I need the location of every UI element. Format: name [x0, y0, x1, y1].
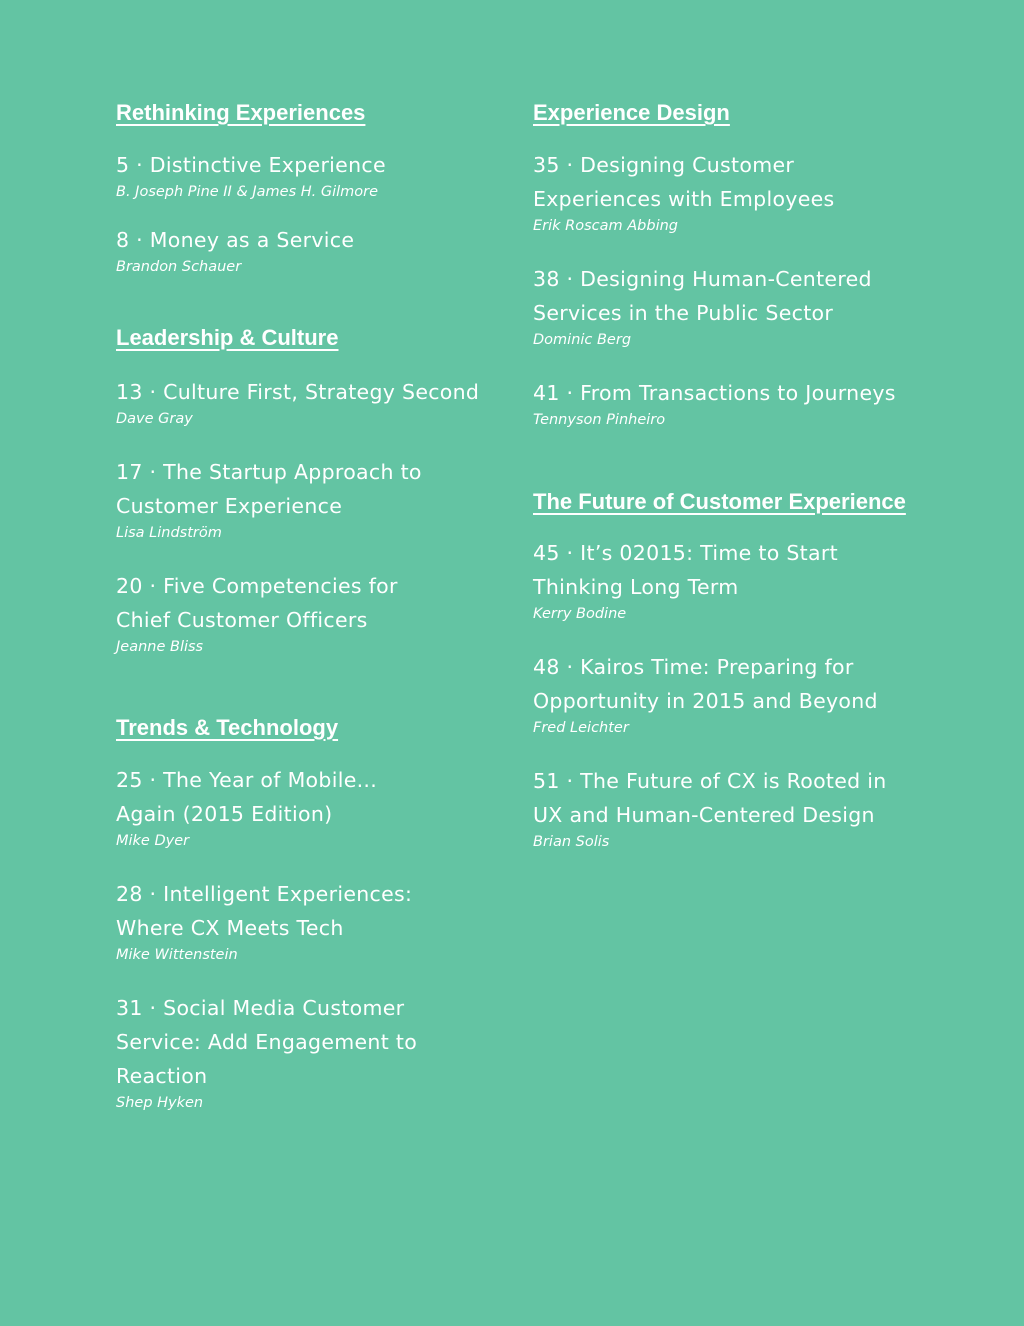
toc-entry-title[interactable]: 51 · The Future of CX is Rooted in UX and Human-Centered Design: [533, 769, 887, 827]
toc-entry-title[interactable]: 45 · It’s 02015: Time to Start Thinking Long Term: [533, 541, 838, 599]
toc-entry-author: Brian Solis: [533, 834, 610, 850]
toc-entry-title[interactable]: 5 · Distinctive Experience: [116, 153, 386, 177]
toc-entry-title[interactable]: 35 · Designing Customer Experiences with Employees: [533, 153, 835, 211]
toc-section-future-customer-experience: [533, 489, 943, 515]
toc-entry-title[interactable]: 38 · Designing Human-Centered Services in the Public Sector: [533, 267, 872, 325]
toc-entry-title[interactable]: 41 · From Transactions to Journeys: [533, 381, 896, 405]
toc-entry[interactable]: [533, 650, 943, 738]
toc-entry-author: Lisa Lindström: [116, 525, 222, 541]
toc-entry[interactable]: [533, 536, 943, 624]
toc-entry-author: Dave Gray: [116, 411, 193, 427]
toc-entry-author: Mike Wittenstein: [116, 947, 238, 963]
toc-entry-title[interactable]: 25 · The Year of Mobile... Again (2015 Edition): [116, 768, 378, 826]
section-heading[interactable]: Rethinking Experiences: [116, 100, 366, 125]
toc-entry[interactable]: [533, 262, 943, 350]
section-heading[interactable]: Trends & Technology: [116, 715, 339, 740]
toc-entry-title[interactable]: 28 · Intelligent Experiences: Where CX Meets Tech: [116, 882, 413, 940]
toc-entry-title[interactable]: 48 · Kairos Time: Preparing for Opportunity in 2015 and Beyond: [533, 655, 878, 713]
toc-entry[interactable]: [116, 455, 506, 543]
toc-entry[interactable]: [533, 148, 943, 236]
toc-entry-author: Shep Hyken: [116, 1095, 204, 1111]
toc-section-experience-design: [533, 100, 943, 126]
toc-entry-author: Erik Roscam Abbing: [533, 218, 678, 234]
toc-entry-author: Kerry Bodine: [533, 606, 627, 622]
section-heading[interactable]: The Future of Customer Experience: [533, 489, 906, 514]
toc-entry-title[interactable]: 8 · Money as a Service: [116, 228, 355, 252]
toc-section-rethinking-experiences: [116, 100, 506, 126]
toc-section-leadership-culture: [116, 325, 506, 351]
toc-entry-author: Fred Leichter: [533, 720, 629, 736]
section-heading[interactable]: Experience Design: [533, 100, 730, 125]
toc-entry[interactable]: [116, 569, 506, 657]
toc-entry[interactable]: [533, 376, 943, 430]
toc-entry-author: B. Joseph Pine II & James H. Gilmore: [116, 184, 379, 200]
toc-entry[interactable]: [116, 991, 506, 1113]
toc-entry-author: Jeanne Bliss: [116, 639, 204, 655]
toc-entry-author: Mike Dyer: [116, 833, 190, 849]
toc-entry-author: Brandon Schauer: [116, 259, 242, 275]
toc-entry-title[interactable]: 13 · Culture First, Strategy Second: [116, 380, 480, 404]
toc-entry-author: Dominic Berg: [533, 332, 632, 348]
toc-entry-author: Tennyson Pinheiro: [533, 412, 666, 428]
toc-entry[interactable]: [116, 223, 506, 277]
toc-entry[interactable]: [116, 375, 506, 429]
toc-entry[interactable]: [533, 764, 943, 852]
toc-entry-title[interactable]: 17 · The Startup Approach to Customer Experience: [116, 460, 422, 518]
toc-entry[interactable]: [116, 877, 506, 965]
toc-section-trends-technology: [116, 715, 506, 741]
toc-entry-title[interactable]: 31 · Social Media Customer Service: Add Engagement to Reaction: [116, 996, 418, 1088]
toc-entry[interactable]: [116, 148, 506, 202]
toc-entry[interactable]: [116, 763, 506, 851]
section-heading[interactable]: Leadership & Culture: [116, 325, 339, 350]
toc-entry-title[interactable]: 20 · Five Competencies for Chief Customer Officers: [116, 574, 398, 632]
